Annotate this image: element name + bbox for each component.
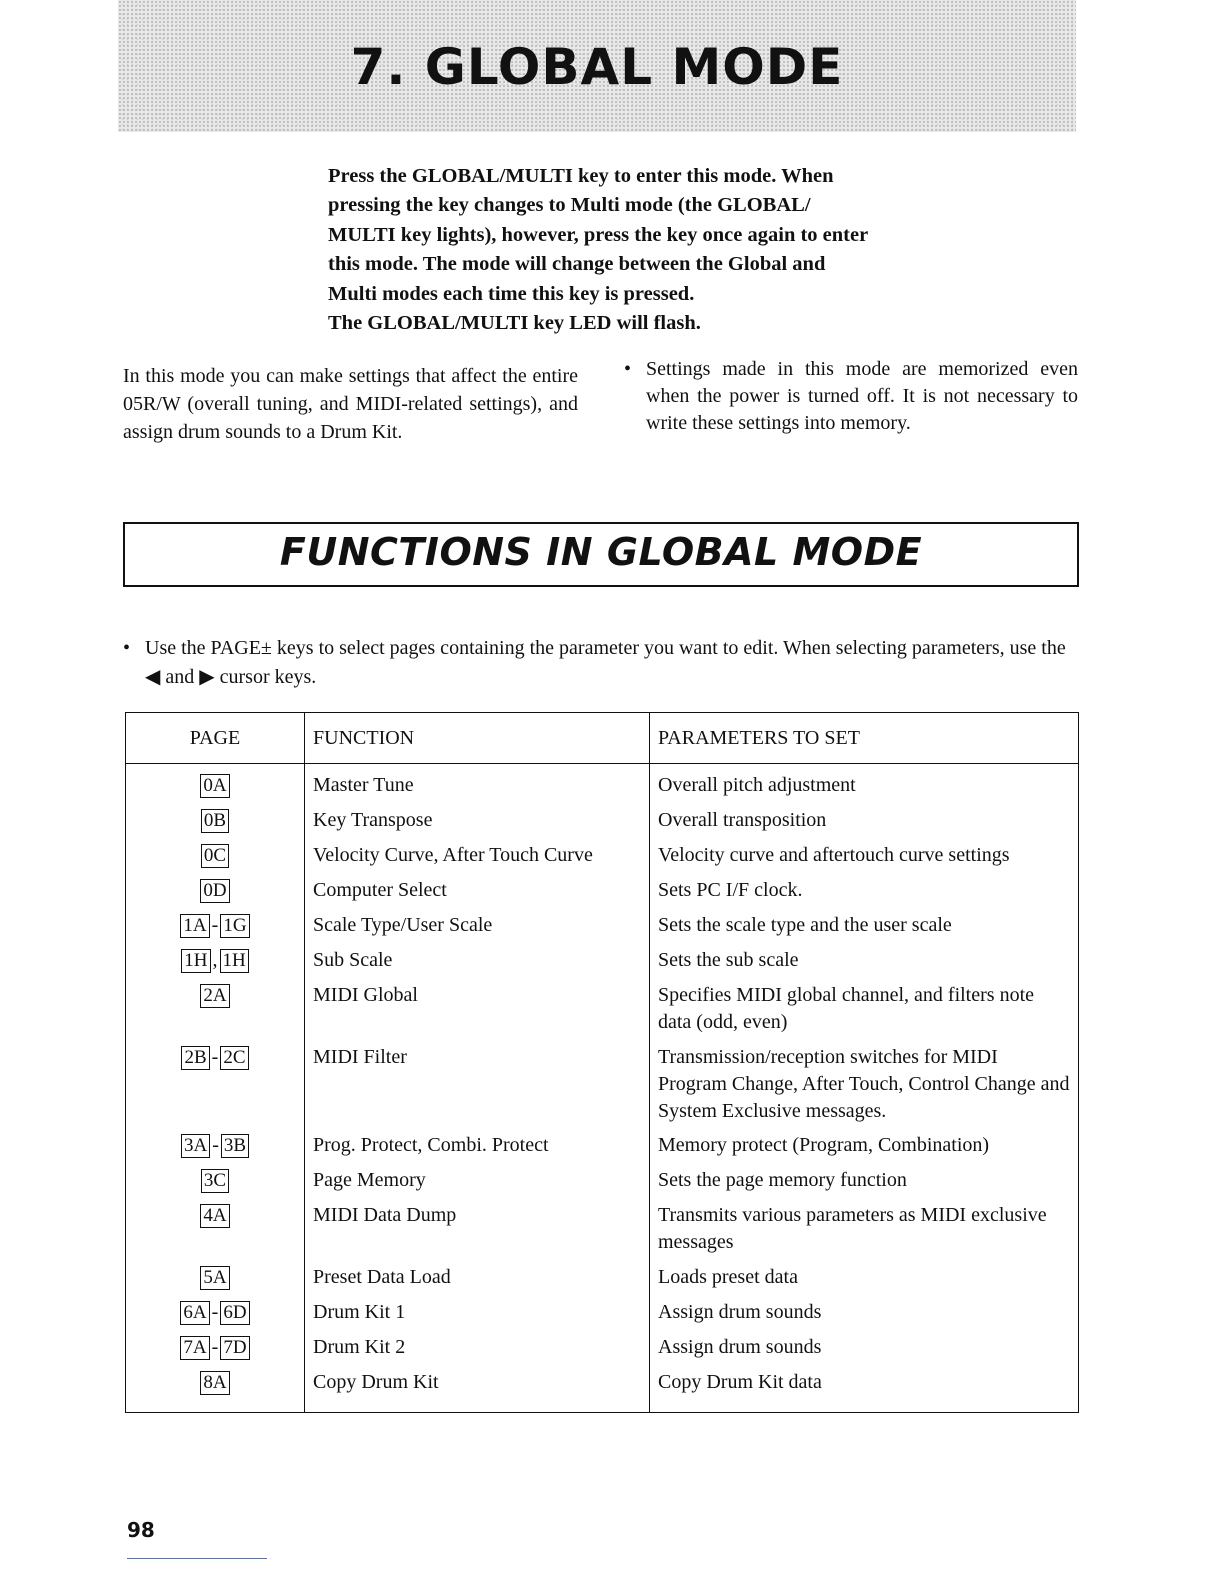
parameters-cell: Transmits various parameters as MIDI exclusive messages xyxy=(658,1204,1047,1253)
page-cell xyxy=(126,764,305,808)
table-body xyxy=(126,764,1079,1413)
page-key-box: 1H xyxy=(220,949,249,973)
page-key-box: 6D xyxy=(220,1301,249,1325)
table-row xyxy=(126,1299,1079,1334)
page-key-box: 3A xyxy=(181,1134,210,1158)
chapter-title: 7. GLOBAL MODE xyxy=(350,38,844,96)
parameters-cell: Sets the page memory function xyxy=(658,1169,907,1191)
page-cell xyxy=(126,1264,305,1299)
page-key-box: 0C xyxy=(201,844,229,868)
page-cell xyxy=(126,1334,305,1369)
page-key-box: 4A xyxy=(200,1204,229,1228)
function-cell: Computer Select xyxy=(305,877,650,912)
page-key-separator: - xyxy=(211,1336,219,1358)
description-right xyxy=(624,356,1078,437)
page-key-box: 2C xyxy=(220,1046,248,1070)
function-cell: Key Transpose xyxy=(305,807,650,842)
functions-table xyxy=(125,712,1079,1413)
table-row xyxy=(126,1132,1079,1167)
title-banner xyxy=(118,0,1076,132)
header-parameters: PARAMETERS TO SET xyxy=(650,713,1079,764)
function-cell: MIDI Filter xyxy=(305,1044,650,1132)
header-function: FUNCTION xyxy=(305,713,650,764)
table-row xyxy=(126,982,1079,1044)
intro-paragraph xyxy=(328,162,878,338)
page-key-box: 1A xyxy=(180,914,209,938)
parameters-cell: Memory protect (Program, Combination) xyxy=(658,1134,990,1156)
table-row xyxy=(126,842,1079,877)
parameters-cell: Copy Drum Kit data xyxy=(658,1371,822,1393)
table-row xyxy=(126,912,1079,947)
page-cell xyxy=(126,1369,305,1413)
page-number: 98 xyxy=(127,1518,155,1542)
page-key-box: 2B xyxy=(181,1046,209,1070)
page-cell xyxy=(126,912,305,947)
parameters-cell: Sets the scale type and the user scale xyxy=(658,914,952,936)
memory-note: Settings made in this mode are memorized even when the power is turned off. It is not necessary to write these settings into memory. xyxy=(646,358,1078,434)
page-cell xyxy=(126,807,305,842)
page-key-box: 0A xyxy=(200,774,229,798)
function-cell: MIDI Global xyxy=(305,982,650,1044)
parameters-cell: Sets the sub scale xyxy=(658,949,799,971)
page-key-box: 7D xyxy=(220,1336,249,1360)
description-left: In this mode you can make settings that affect the entire 05R/W (overall tuning, and MIDI-related settings), and assign drum sounds to a Drum Kit. xyxy=(123,365,578,443)
section-title: FUNCTIONS IN GLOBAL MODE xyxy=(279,530,923,574)
parameters-cell: Specifies MIDI global channel, and filters note data (odd, even) xyxy=(658,984,1034,1033)
parameters-cell: Sets PC I/F clock. xyxy=(658,879,803,901)
page-key-box: 3C xyxy=(201,1169,229,1193)
intro-line: Press the GLOBAL/MULTI key to enter this mode. When pressing the key changes to Multi mode (the GLOBAL/ MULTI key lights), however, press the key once again to enter this mode. The mode will change between the Global and Multi modes each time this key is pressed. xyxy=(328,165,868,305)
table-row xyxy=(126,807,1079,842)
function-cell: Prog. Protect, Combi. Protect xyxy=(305,1132,650,1167)
page-key-separator: - xyxy=(211,1301,219,1323)
function-cell: MIDI Data Dump xyxy=(305,1202,650,1264)
function-cell: Drum Kit 2 xyxy=(305,1334,650,1369)
function-cell: Drum Kit 1 xyxy=(305,1299,650,1334)
table-row xyxy=(126,1264,1079,1299)
page-cell xyxy=(126,1044,305,1132)
section-header xyxy=(123,522,1079,587)
page-cell xyxy=(126,877,305,912)
parameters-cell: Overall transposition xyxy=(658,809,827,831)
page-key-separator: - xyxy=(212,1134,219,1156)
header-page: PAGE xyxy=(126,713,305,764)
page-key-box: 2A xyxy=(200,984,229,1008)
page-key-separator: - xyxy=(211,914,219,936)
bullet-glyph: • xyxy=(624,358,632,380)
table-header-row xyxy=(126,713,1079,764)
parameters-cell: Velocity curve and aftertouch curve settings xyxy=(658,844,1010,866)
table-row xyxy=(126,1202,1079,1264)
parameters-cell: Assign drum sounds xyxy=(658,1336,822,1358)
function-cell: Master Tune xyxy=(305,764,650,808)
parameters-cell: Transmission/reception switches for MIDI Program Change, After Touch, Control Change and System Exclusive messages. xyxy=(658,1046,1070,1122)
table-row xyxy=(126,1167,1079,1202)
function-cell: Velocity Curve, After Touch Curve xyxy=(305,842,650,877)
page-cell xyxy=(126,1299,305,1334)
page-key-box: 6A xyxy=(180,1301,209,1325)
function-cell: Sub Scale xyxy=(305,947,650,982)
page-key-box: 3B xyxy=(221,1134,249,1158)
intro-line: The GLOBAL/MULTI key LED will flash. xyxy=(328,312,701,335)
function-cell: Page Memory xyxy=(305,1167,650,1202)
table-row xyxy=(126,1334,1079,1369)
page-cell xyxy=(126,947,305,982)
instruction-text: Use the PAGE± keys to select pages containing the parameter you want to edit. When selecting parameters, use the ◀ and ▶ cursor keys. xyxy=(145,637,1066,688)
table-row xyxy=(126,947,1079,982)
function-cell: Preset Data Load xyxy=(305,1264,650,1299)
page-cell xyxy=(126,1167,305,1202)
table-row xyxy=(126,1044,1079,1132)
page-cell xyxy=(126,982,305,1044)
bullet-glyph: • xyxy=(123,637,131,659)
parameters-cell: Assign drum sounds xyxy=(658,1301,822,1323)
parameters-cell: Overall pitch adjustment xyxy=(658,774,856,796)
instruction-paragraph xyxy=(123,634,1081,692)
page-cell xyxy=(126,842,305,877)
page-key-box: 1G xyxy=(220,914,249,938)
page-cell xyxy=(126,1202,305,1264)
page-key-box: 8A xyxy=(200,1371,229,1395)
page-key-box: 7A xyxy=(180,1336,209,1360)
footer-rule xyxy=(127,1558,267,1559)
function-cell: Copy Drum Kit xyxy=(305,1369,650,1413)
table-row xyxy=(126,1369,1079,1413)
page-key-box: 5A xyxy=(200,1266,229,1290)
table-row xyxy=(126,877,1079,912)
page-cell xyxy=(126,1132,305,1167)
page-key-separator: , xyxy=(212,949,218,971)
page-key-separator: - xyxy=(211,1046,219,1068)
table-row xyxy=(126,764,1079,808)
function-cell: Scale Type/User Scale xyxy=(305,912,650,947)
page-key-box: 1H xyxy=(181,949,210,973)
page-key-box: 0D xyxy=(200,879,229,903)
parameters-cell: Loads preset data xyxy=(658,1266,798,1288)
page-key-box: 0B xyxy=(201,809,229,833)
